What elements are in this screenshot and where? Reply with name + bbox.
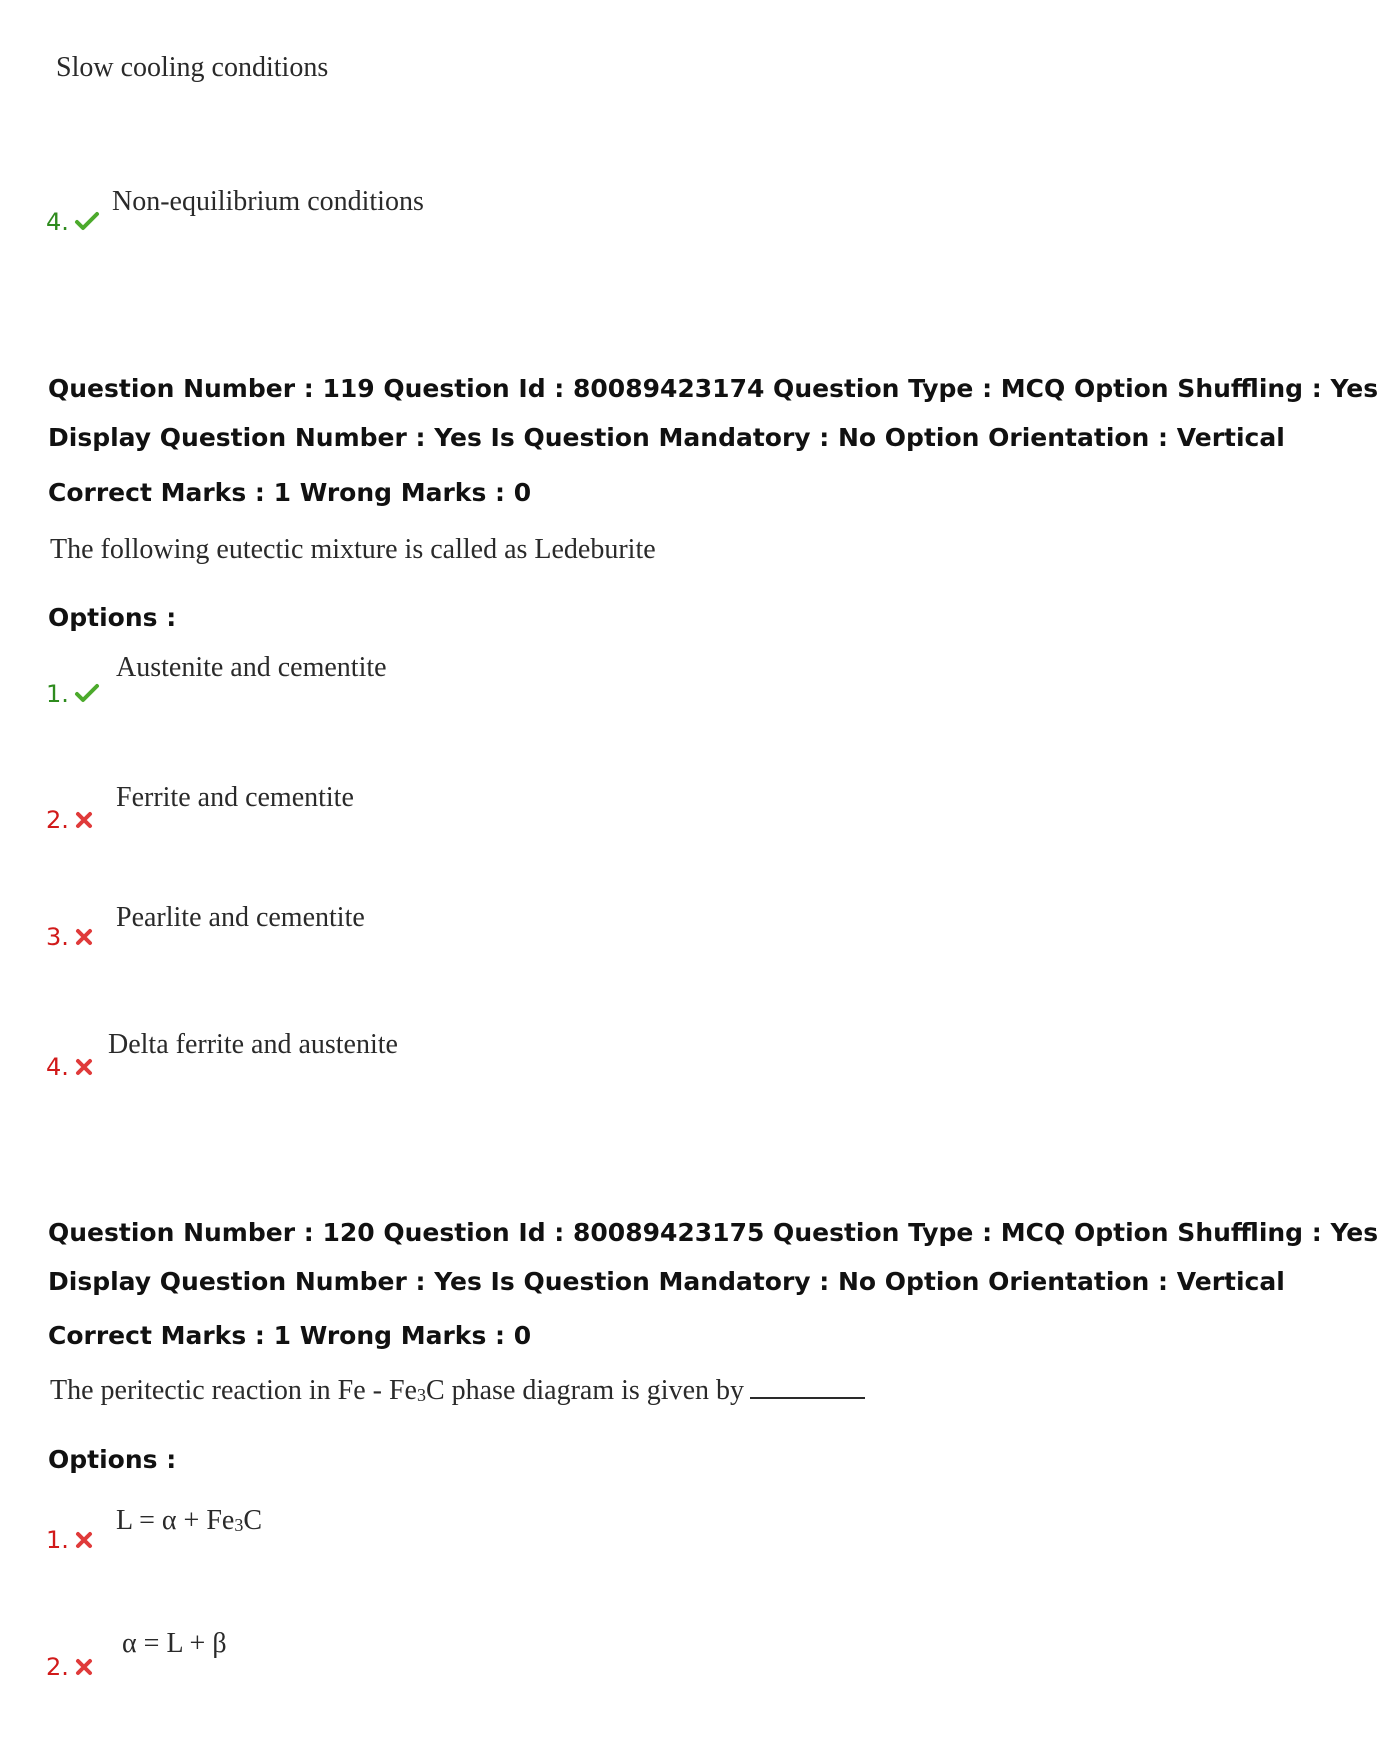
option-3-text: Pearlite and cementite xyxy=(116,902,365,933)
option-2-marker xyxy=(46,806,93,835)
cross-icon xyxy=(75,1527,93,1555)
option-number: 4. xyxy=(46,208,69,236)
answer-blank xyxy=(750,1375,865,1399)
option-2-text: α = L + β xyxy=(122,1628,227,1659)
check-icon xyxy=(75,681,99,709)
cross-icon xyxy=(75,1654,93,1682)
cross-icon xyxy=(75,924,93,952)
option-4-text: Non-equilibrium conditions xyxy=(112,186,424,217)
option-number: 2. xyxy=(46,806,69,834)
option-number: 2. xyxy=(46,1653,69,1681)
option-number: 1. xyxy=(46,680,69,708)
question-text xyxy=(50,1375,865,1407)
question-text: The following eutectic mixture is called as Ledeburite xyxy=(50,534,656,565)
option-4-marker xyxy=(46,1053,93,1082)
options-label: Options : xyxy=(48,603,177,632)
option-1-text xyxy=(116,1505,262,1537)
question-marks: Correct Marks : 1 Wrong Marks : 0 xyxy=(48,1321,532,1350)
option-3-marker xyxy=(46,923,93,952)
question-marks: Correct Marks : 1 Wrong Marks : 0 xyxy=(48,478,532,507)
option-4-text: Delta ferrite and austenite xyxy=(108,1029,398,1060)
cross-icon xyxy=(75,807,93,835)
cross-icon xyxy=(75,1054,93,1082)
question-meta-line-2: Display Question Number : Yes Is Question Mandatory : No Option Orientation : Vertical xyxy=(48,1267,1285,1296)
question-text-suffix: C phase diagram is given by xyxy=(425,1375,745,1406)
option-1-text-subscript: 3 xyxy=(234,1515,244,1535)
question-meta-line-1: Question Number : 120 Question Id : 80089423175 Question Type : MCQ Option Shuffling : Yes xyxy=(48,1218,1378,1247)
check-icon xyxy=(75,209,99,237)
option-2-text: Ferrite and cementite xyxy=(116,782,354,813)
option-number: 1. xyxy=(46,1526,69,1554)
option-number: 3. xyxy=(46,923,69,951)
question-meta-line-1: Question Number : 119 Question Id : 80089423174 Question Type : MCQ Option Shuffling : Yes xyxy=(48,374,1378,403)
option-1-marker xyxy=(46,680,99,709)
question-text-prefix: The peritectic reaction in Fe - Fe xyxy=(50,1375,417,1406)
option-2-marker xyxy=(46,1653,93,1682)
question-text-subscript: 3 xyxy=(416,1385,426,1405)
option-4-marker xyxy=(46,208,99,237)
option-1-marker xyxy=(46,1526,93,1555)
option-1-text-prefix: L = α + Fe xyxy=(116,1505,235,1536)
question-meta-line-2: Display Question Number : Yes Is Question Mandatory : No Option Orientation : Vertical xyxy=(48,423,1285,452)
option-1-text: Austenite and cementite xyxy=(116,652,387,683)
option-number: 4. xyxy=(46,1053,69,1081)
option-1-text-suffix: C xyxy=(243,1505,263,1536)
option-3-text: Slow cooling conditions xyxy=(56,52,329,83)
options-label: Options : xyxy=(48,1445,177,1474)
